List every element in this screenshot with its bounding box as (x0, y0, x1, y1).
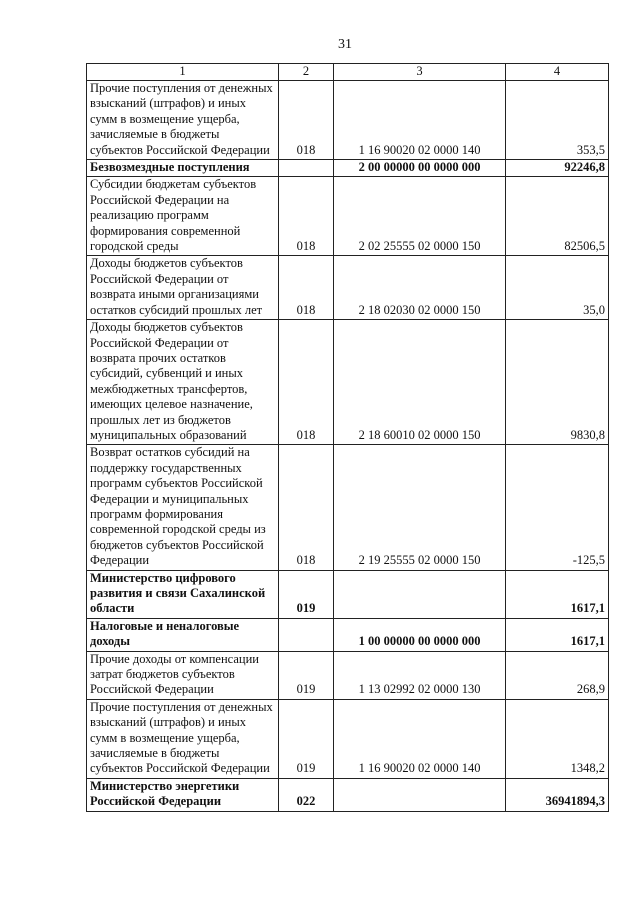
cell-kbk: 2 19 25555 02 0000 150 (334, 445, 506, 570)
cell-name: Прочие доходы от компенсации затрат бюджетов субъектов Российской Федерации (87, 651, 279, 699)
cell-admin-code (279, 618, 334, 651)
table-row (87, 618, 609, 651)
table-row (87, 160, 609, 177)
cell-admin-code: 018 (279, 445, 334, 570)
cell-admin-code: 018 (279, 81, 334, 160)
cell-name: Прочие поступления от денежных взысканий (штрафов) и иных сумм в возмещение ущерба, зачисляемые в бюджеты субъектов Российской Федерации (87, 81, 279, 160)
column-header-admin-code: 2 (279, 64, 334, 81)
table-row (87, 651, 609, 699)
cell-amount: 1617,1 (506, 570, 609, 618)
cell-amount: 353,5 (506, 81, 609, 160)
cell-amount: 82506,5 (506, 177, 609, 256)
cell-name: Министерство цифрового развития и связи Сахалинской области (87, 570, 279, 618)
cell-kbk: 2 18 60010 02 0000 150 (334, 320, 506, 445)
cell-name: Безвозмездные поступления (87, 160, 279, 177)
cell-admin-code: 018 (279, 177, 334, 256)
cell-kbk: 2 00 00000 00 0000 000 (334, 160, 506, 177)
cell-admin-code (279, 160, 334, 177)
cell-amount: 92246,8 (506, 160, 609, 177)
cell-amount: 36941894,3 (506, 778, 609, 811)
cell-amount: 9830,8 (506, 320, 609, 445)
table-row (87, 699, 609, 778)
cell-name: Налоговые и неналоговые доходы (87, 618, 279, 651)
table-row (87, 320, 609, 445)
cell-kbk: 1 16 90020 02 0000 140 (334, 699, 506, 778)
cell-kbk (334, 570, 506, 618)
cell-admin-code: 019 (279, 651, 334, 699)
cell-admin-code: 019 (279, 570, 334, 618)
cell-kbk: 1 16 90020 02 0000 140 (334, 81, 506, 160)
table-header-row (87, 64, 609, 81)
table-row (87, 81, 609, 160)
cell-name: Субсидии бюджетам субъектов Российской Федерации на реализацию программ формирования современной городской среды (87, 177, 279, 256)
cell-name: Министерство энергетики Российской Федерации (87, 778, 279, 811)
column-header-kbk: 3 (334, 64, 506, 81)
cell-admin-code: 019 (279, 699, 334, 778)
table-row (87, 778, 609, 811)
table-row (87, 570, 609, 618)
cell-name: Доходы бюджетов субъектов Российской Федерации от возврата прочих остатков субсидий, субвенций и иных межбюджетных трансфертов, имеющих целевое назначение, прошлых лет из бюджетов муниципальных образований (87, 320, 279, 445)
table-row (87, 445, 609, 570)
cell-amount: 1348,2 (506, 699, 609, 778)
cell-kbk: 1 00 00000 00 0000 000 (334, 618, 506, 651)
table-row (87, 177, 609, 256)
cell-amount: 1617,1 (506, 618, 609, 651)
cell-admin-code: 018 (279, 320, 334, 445)
table-body (87, 81, 609, 812)
cell-amount: 268,9 (506, 651, 609, 699)
cell-kbk: 1 13 02992 02 0000 130 (334, 651, 506, 699)
cell-name: Прочие поступления от денежных взысканий (штрафов) и иных сумм в возмещение ущерба, зачисляемые в бюджеты субъектов Российской Федерации (87, 699, 279, 778)
budget-revenue-table (86, 63, 609, 812)
column-header-name: 1 (87, 64, 279, 81)
cell-kbk: 2 02 25555 02 0000 150 (334, 177, 506, 256)
page-number: 31 (338, 37, 352, 52)
cell-name: Возврат остатков субсидий на поддержку государственных программ субъектов Российской Федерации и муниципальных программ формирования современной городской среды из бюджетов субъектов Российской Федерации (87, 445, 279, 570)
cell-amount: -125,5 (506, 445, 609, 570)
cell-kbk (334, 778, 506, 811)
cell-amount: 35,0 (506, 256, 609, 320)
cell-name: Доходы бюджетов субъектов Российской Федерации от возврата иными организациями остатков субсидий прошлых лет (87, 256, 279, 320)
table-row (87, 256, 609, 320)
cell-admin-code: 018 (279, 256, 334, 320)
cell-admin-code: 022 (279, 778, 334, 811)
column-header-amount: 4 (506, 64, 609, 81)
cell-kbk: 2 18 02030 02 0000 150 (334, 256, 506, 320)
